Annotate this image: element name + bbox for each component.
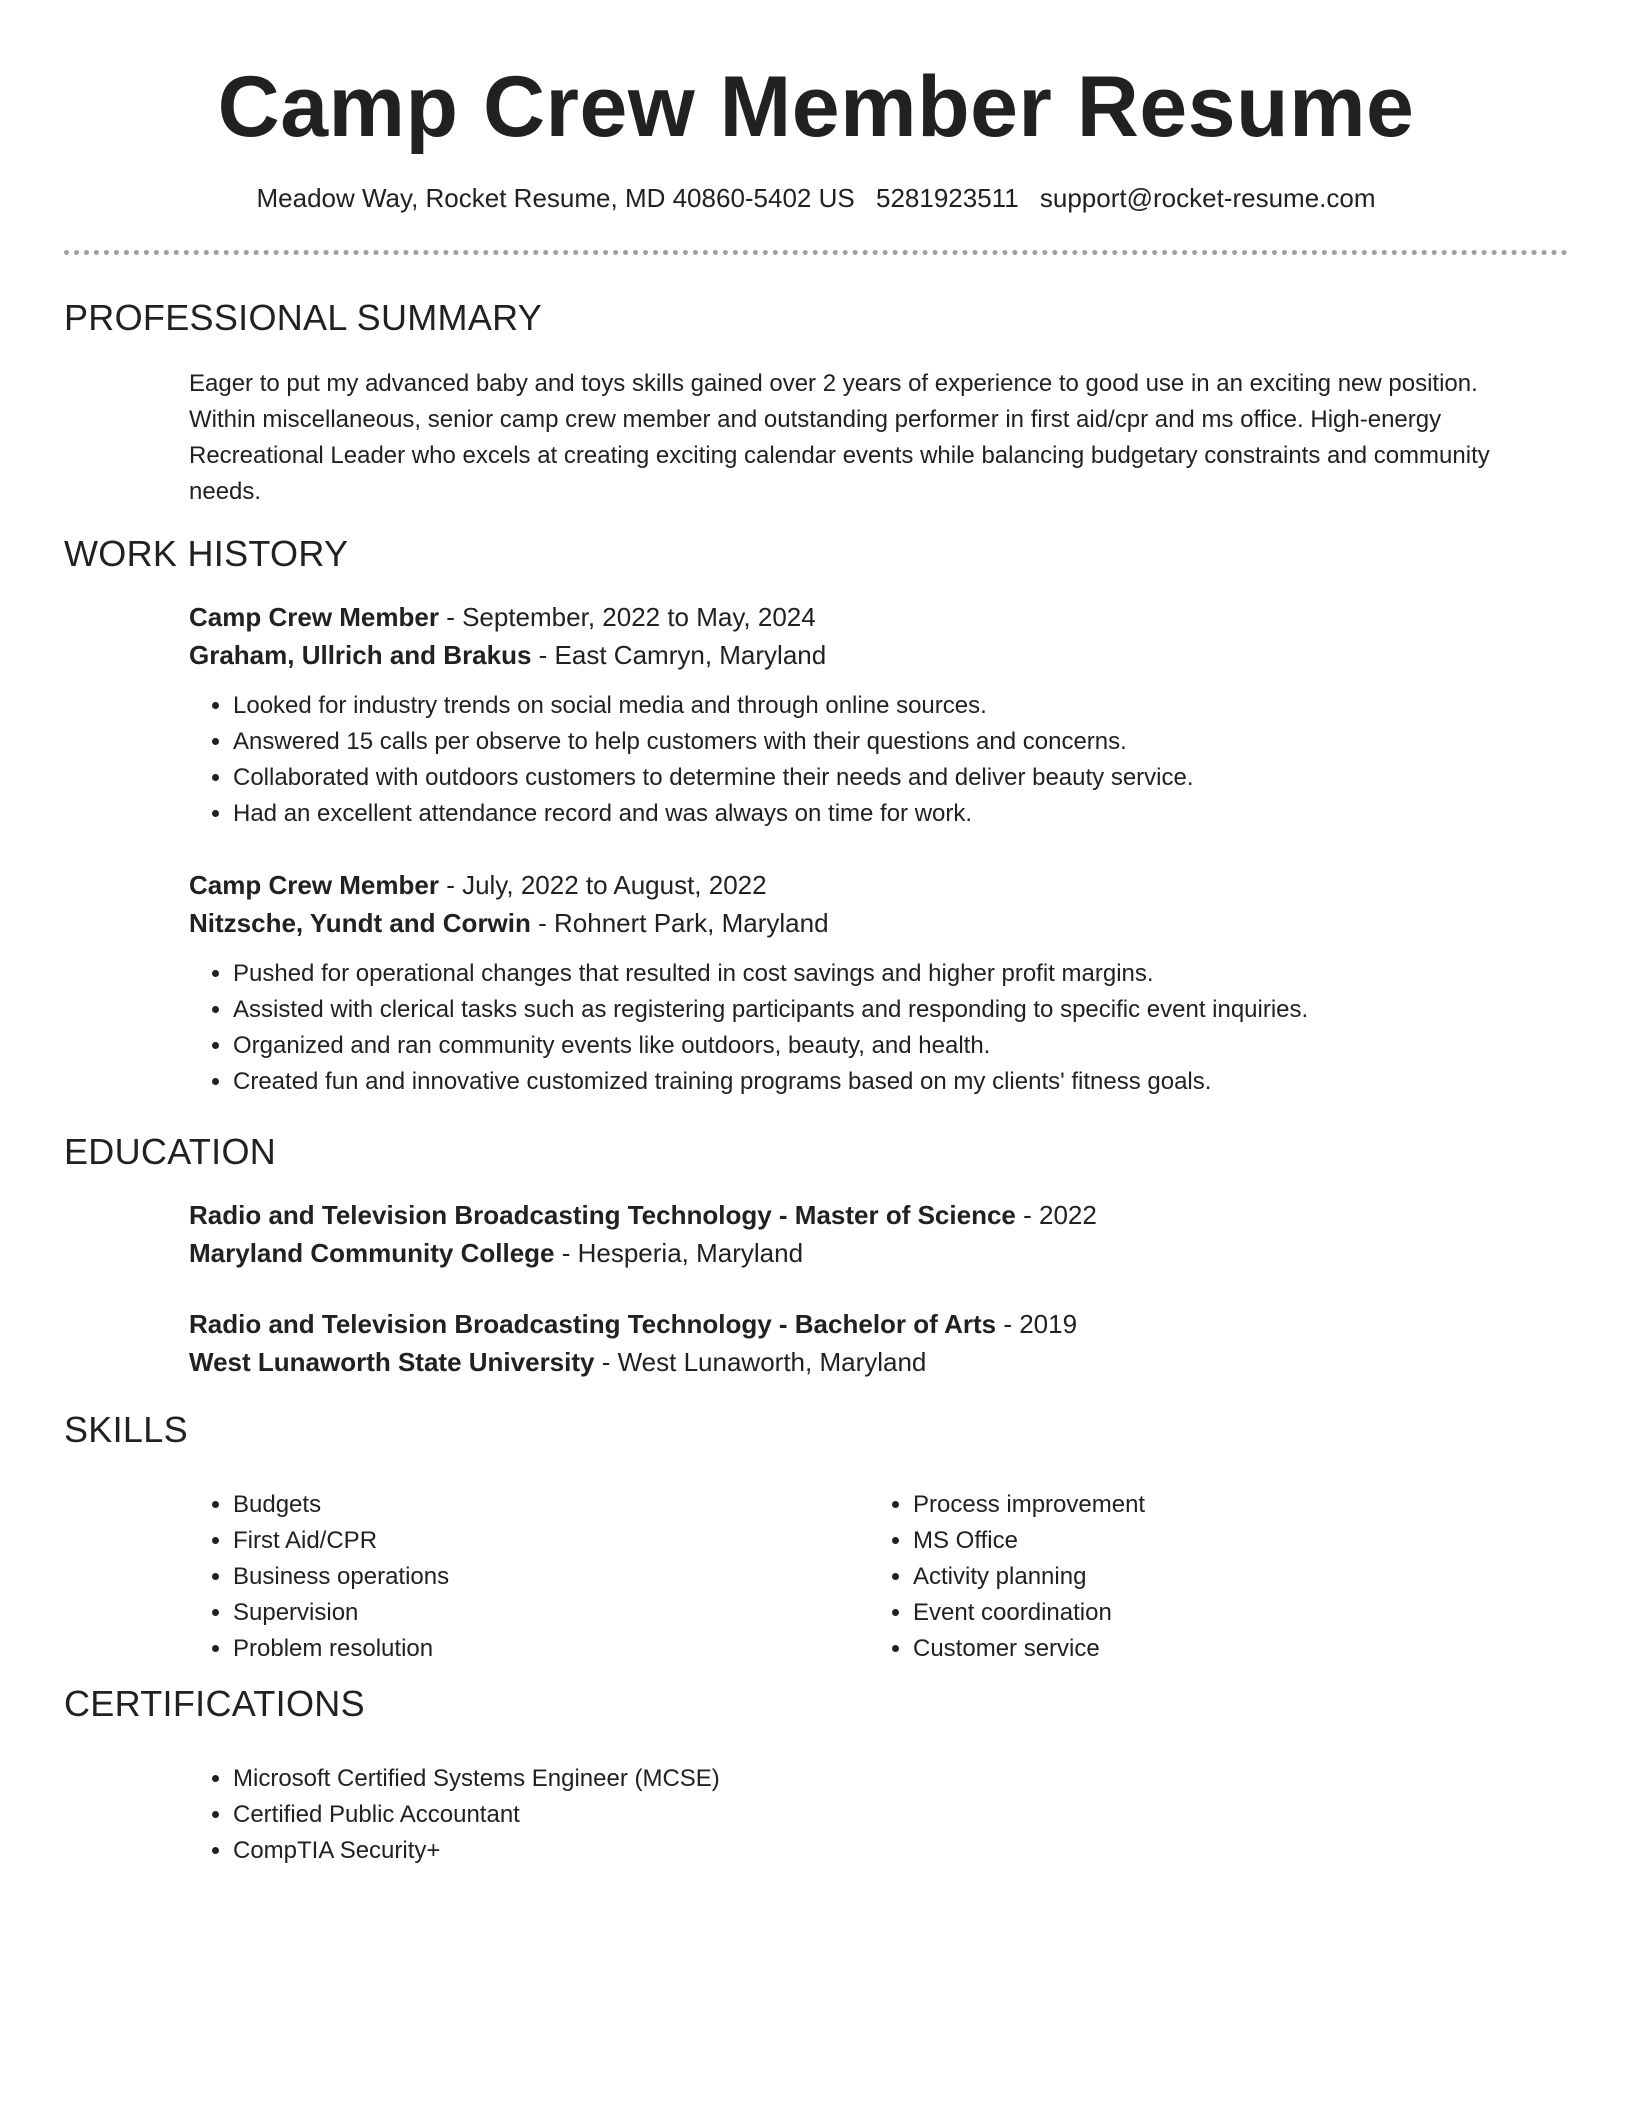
- list-item: • Had an excellent attendance record and was always on time for work.: [233, 796, 1549, 832]
- list-item: • Activity planning: [913, 1559, 1513, 1595]
- list-item: • Collaborated with outdoors customers to determine their needs and deliver beauty service.: [233, 760, 1549, 796]
- job-entry-2: [189, 866, 1549, 1100]
- school: Maryland Community College: [189, 1238, 555, 1268]
- school-location: - West Lunaworth, Maryland: [594, 1347, 927, 1377]
- section-heading-summary: PROFESSIONAL SUMMARY: [64, 297, 543, 338]
- list-item: • Organized and ran community events like outdoors, beauty, and health.: [233, 1028, 1549, 1064]
- section-heading-skills: SKILLS: [64, 1409, 188, 1450]
- list-item: • Process improvement: [913, 1487, 1513, 1523]
- job-bullets: [189, 956, 1549, 1100]
- job-entry-1: [189, 598, 1549, 832]
- list-item: • First Aid/CPR: [233, 1523, 833, 1559]
- school-line: [189, 1234, 1549, 1272]
- school: West Lunaworth State University: [189, 1347, 595, 1377]
- list-item: • Created fun and innovative customized training programs based on my clients' fitness goals.: [233, 1064, 1549, 1100]
- list-item: • MS Office: [913, 1523, 1513, 1559]
- summary-text: Eager to put my advanced baby and toys skills gained over 2 years of experience to good use in an exciting new position. Within miscellaneous, senior camp crew member and outstanding performer in first aid/cpr and ms office. High-energy Recreational Leader who excels at creating exciting calendar events while balancing budgetary constraints and community needs.: [189, 370, 1490, 505]
- education-entry-1: [189, 1196, 1549, 1272]
- list-item: • Customer service: [913, 1631, 1513, 1667]
- list-item: • Event coordination: [913, 1595, 1513, 1631]
- list-item: • Assisted with clerical tasks such as registering participants and responding to specific event inquiries.: [233, 992, 1549, 1028]
- list-item: • Pushed for operational changes that resulted in cost savings and higher profit margins.: [233, 956, 1549, 992]
- job-title: Camp Crew Member: [189, 602, 439, 632]
- list-item: • Budgets: [233, 1487, 833, 1523]
- section-heading-work-history: WORK HISTORY: [64, 533, 349, 574]
- job-company: Graham, Ullrich and Brakus: [189, 640, 532, 670]
- degree-year: - 2019: [996, 1309, 1078, 1339]
- job-title: Camp Crew Member: [189, 870, 439, 900]
- header-divider: [64, 250, 1568, 255]
- school-location: - Hesperia, Maryland: [554, 1238, 804, 1268]
- skills-column-2: [869, 1487, 1513, 1667]
- contact-address: Meadow Way, Rocket Resume, MD 40860-5402 US: [256, 183, 855, 213]
- contact-phone: 5281923511: [875, 183, 1019, 213]
- degree-line: [189, 1305, 1549, 1343]
- skills-column-1: [189, 1487, 833, 1667]
- list-item: • Answered 15 calls per observe to help customers with their questions and concerns.: [233, 724, 1549, 760]
- job-company-line: [189, 904, 1549, 942]
- school-line: [189, 1343, 1549, 1381]
- contact-line: [0, 180, 1632, 216]
- job-company: Nitzsche, Yundt and Corwin: [189, 908, 531, 938]
- contact-email: support@rocket-resume.com: [1039, 183, 1376, 213]
- job-dates: - September, 2022 to May, 2024: [438, 602, 816, 632]
- job-title-line: [189, 866, 1549, 904]
- degree: Radio and Television Broadcasting Technology - Master of Science: [189, 1200, 1016, 1230]
- list-item: • CompTIA Security+: [233, 1833, 1549, 1869]
- section-heading-certifications: CERTIFICATIONS: [64, 1683, 365, 1724]
- job-title-line: [189, 598, 1549, 636]
- certifications-list: [189, 1761, 1549, 1869]
- job-dates: - July, 2022 to August, 2022: [438, 870, 767, 900]
- degree-year: - 2022: [1015, 1200, 1097, 1230]
- list-item: • Microsoft Certified Systems Engineer (MCSE): [233, 1761, 1549, 1797]
- degree: Radio and Television Broadcasting Technology - Bachelor of Arts: [189, 1309, 997, 1339]
- list-item: • Certified Public Accountant: [233, 1797, 1549, 1833]
- job-bullets: [189, 688, 1549, 832]
- resume-title: Camp Crew Member Resume: [217, 59, 1415, 155]
- list-item: • Looked for industry trends on social media and through online sources.: [233, 688, 1549, 724]
- degree-line: [189, 1196, 1549, 1234]
- job-company-line: [189, 636, 1549, 674]
- certifications-items: [189, 1761, 1549, 1869]
- section-heading-education: EDUCATION: [64, 1131, 277, 1172]
- job-location: - Rohnert Park, Maryland: [530, 908, 829, 938]
- list-item: • Business operations: [233, 1559, 833, 1595]
- list-item: • Supervision: [233, 1595, 833, 1631]
- job-location: - East Camryn, Maryland: [531, 640, 827, 670]
- education-entry-2: [189, 1305, 1549, 1381]
- list-item: • Problem resolution: [233, 1631, 833, 1667]
